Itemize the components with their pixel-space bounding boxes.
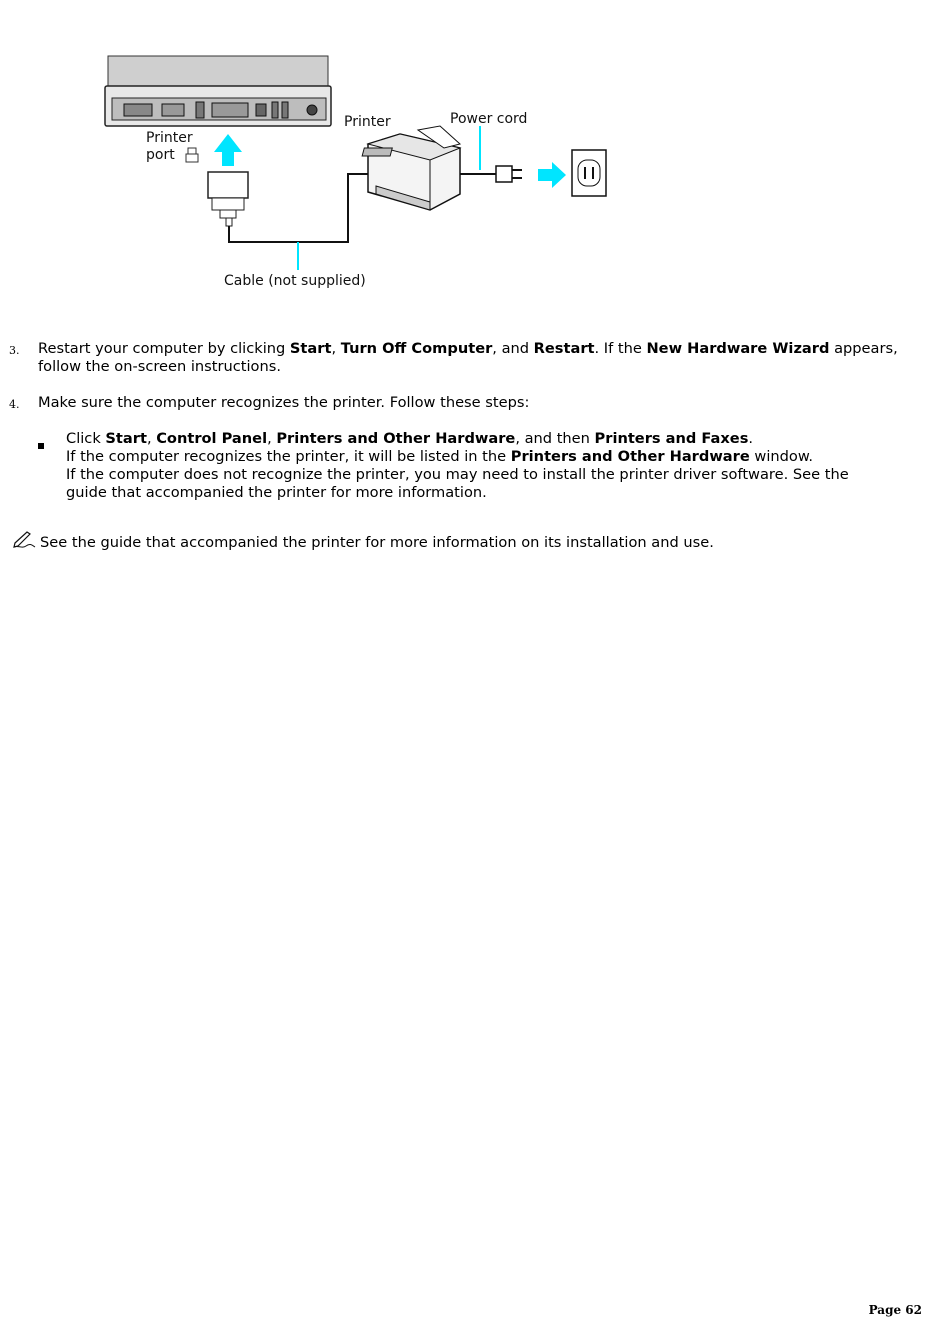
printer-port-label-2: port: [146, 147, 175, 163]
laptop-back-panel: [105, 56, 331, 126]
step-number: 3.: [9, 344, 20, 357]
start-term: Start: [105, 430, 147, 447]
printers-faxes-term: Printers and Faxes: [594, 430, 749, 447]
substep-line-1: [66, 430, 886, 448]
cable-label: Cable (not supplied): [224, 273, 366, 289]
new-hardware-wizard-term: New Hardware Wizard: [646, 340, 830, 357]
start-term: Start: [289, 340, 332, 357]
substep-text: [66, 430, 886, 502]
text-run: Click: [66, 430, 106, 447]
power-plug-icon: [496, 166, 522, 182]
printer-cable: [229, 174, 368, 242]
connect-arrow-icon: [214, 134, 242, 166]
bullet-icon: [38, 443, 44, 449]
printer-port-icon: [186, 148, 198, 162]
text-run: .: [748, 430, 754, 447]
cable-connector: [208, 172, 248, 226]
restart-term: Restart: [533, 340, 595, 357]
text-run: . If the: [594, 340, 647, 357]
printers-other-hardware-term: Printers and Other Hardware: [510, 448, 750, 465]
text-run: , and then: [515, 430, 595, 447]
step-text: Make sure the computer recognizes the printer. Follow these steps:: [38, 394, 530, 411]
text-run: ,: [331, 340, 341, 357]
step-number: 4.: [9, 398, 20, 411]
text-run: ,: [146, 430, 157, 447]
text-run: Restart your computer by clicking: [38, 340, 290, 357]
plug-arrow-icon: [538, 162, 566, 188]
page-number: Page 62: [868, 1303, 922, 1317]
note-text: See the guide that accompanied the printer for more information on its installation and use.: [40, 534, 714, 551]
text-run: ,: [267, 430, 277, 447]
pencil-note-icon: [12, 531, 36, 549]
control-panel-term: Control Panel: [156, 430, 268, 447]
text-run: appears, follow the on-screen instructions.: [38, 340, 898, 375]
printers-other-hardware-term: Printers and Other Hardware: [276, 430, 516, 447]
step-text: [38, 340, 900, 376]
text-run: , and: [492, 340, 534, 357]
printer-connection-diagram: [100, 52, 615, 297]
wall-outlet-icon: [572, 150, 606, 196]
substep-line-2: [66, 448, 886, 466]
printer-icon: [362, 126, 460, 210]
substep-line-3: If the computer does not recognize the printer, you may need to install the printer driver software. See the guide that accompanied the printer for more information.: [66, 466, 849, 501]
turn-off-computer-term: Turn Off Computer: [340, 340, 493, 357]
printer-label: Printer: [344, 114, 391, 130]
text-run: window.: [749, 448, 814, 465]
text-run: If the computer recognizes the printer, it will be listed in the: [66, 448, 511, 465]
printer-port-label-1: Printer: [146, 130, 193, 146]
power-cord-label: Power cord: [450, 111, 528, 127]
